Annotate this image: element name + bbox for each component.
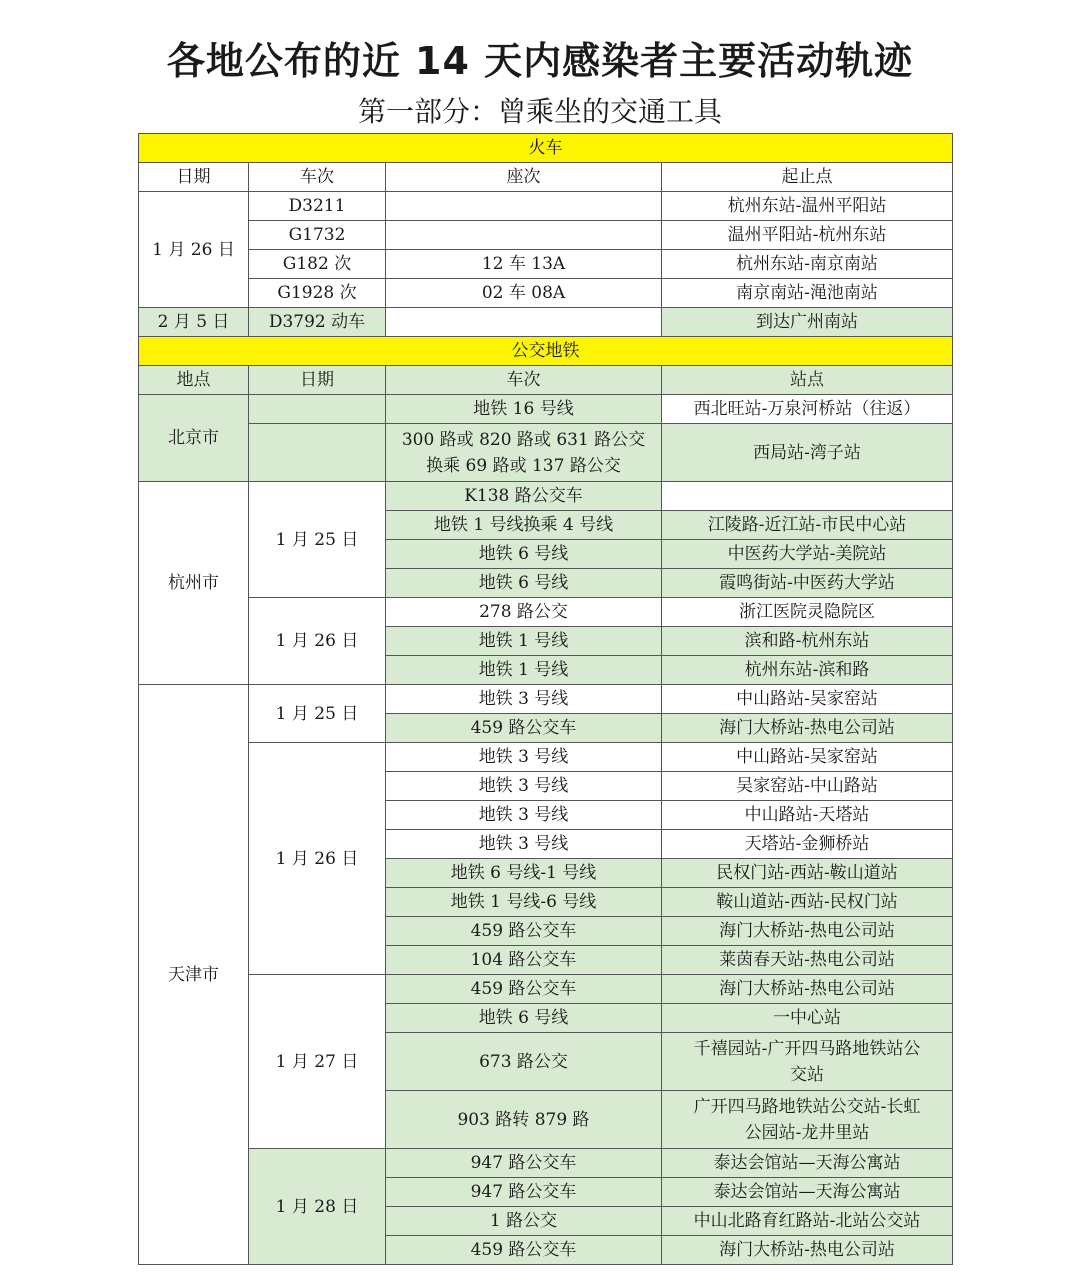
date-cell: 1 月 25 日	[249, 685, 386, 743]
table-row	[139, 975, 953, 1004]
line-cell: 459 路公交车	[386, 1236, 662, 1265]
bus-section-row	[139, 337, 953, 366]
column-header: 日期	[249, 366, 386, 395]
line-cell: 地铁 3 号线	[386, 772, 662, 801]
line-cell: 104 路公交车	[386, 946, 662, 975]
seat-cell	[386, 192, 662, 221]
seat-cell	[386, 308, 662, 337]
stop-cell: 霞鸣街站-中医药大学站	[662, 569, 953, 598]
line-cell: 地铁 3 号线	[386, 743, 662, 772]
itinerary-table	[138, 133, 953, 1265]
line-cell: 1 路公交	[386, 1207, 662, 1236]
train-number-cell: G182 次	[249, 250, 386, 279]
stop-cell: 吴家窑站-中山路站	[662, 772, 953, 801]
stop-cell: 一中心站	[662, 1004, 953, 1033]
stop-cell: 鞍山道站-西站-民权门站	[662, 888, 953, 917]
train-header-row	[139, 163, 953, 192]
table-row	[139, 1149, 953, 1178]
column-header: 座次	[386, 163, 662, 192]
stop-cell: 天塔站-金狮桥站	[662, 830, 953, 859]
date-cell: 1 月 27 日	[249, 975, 386, 1149]
table-row	[139, 685, 953, 714]
line-cell: 地铁 1 号线	[386, 627, 662, 656]
line-cell: 地铁 3 号线	[386, 685, 662, 714]
stop-cell: 西北旺站-万泉河桥站（往返）	[662, 395, 953, 424]
table-row	[139, 598, 953, 627]
line-cell: 459 路公交车	[386, 975, 662, 1004]
column-header: 日期	[139, 163, 249, 192]
stop-cell: 泰达会馆站—天海公寓站	[662, 1178, 953, 1207]
table-row	[139, 743, 953, 772]
stop-text: 公园站-龙井里站	[744, 1122, 870, 1143]
stop-cell: 滨和路-杭州东站	[662, 627, 953, 656]
table-row	[139, 279, 953, 308]
seat-cell: 02 车 08A	[386, 279, 662, 308]
line-cell: 地铁 6 号线-1 号线	[386, 859, 662, 888]
train-number-cell: G1732	[249, 221, 386, 250]
stop-cell	[662, 482, 953, 511]
line-cell: 947 路公交车	[386, 1149, 662, 1178]
route-cell: 杭州东站-温州平阳站	[662, 192, 953, 221]
train-section-row	[139, 134, 953, 163]
stop-cell: 中山路站-天塔站	[662, 801, 953, 830]
bus-section-header: 公交地铁	[139, 337, 953, 366]
column-header: 地点	[139, 366, 249, 395]
stop-cell: 海门大桥站-热电公司站	[662, 714, 953, 743]
route-cell: 温州平阳站-杭州东站	[662, 221, 953, 250]
line-cell: 地铁 16 号线	[386, 395, 662, 424]
date-cell: 1 月 25 日	[249, 482, 386, 598]
date-cell	[249, 395, 386, 424]
line-cell: 地铁 1 号线-6 号线	[386, 888, 662, 917]
stop-cell	[662, 1033, 953, 1091]
stop-text: 千禧园站-广开四马路地铁站公	[693, 1038, 921, 1059]
line-cell: 947 路公交车	[386, 1178, 662, 1207]
bus-header-row	[139, 366, 953, 395]
stop-cell: 海门大桥站-热电公司站	[662, 917, 953, 946]
train-section-header: 火车	[139, 134, 953, 163]
date-cell: 1 月 26 日	[249, 598, 386, 685]
table-row	[139, 424, 953, 482]
date-cell: 2 月 5 日	[139, 308, 249, 337]
line-cell: K138 路公交车	[386, 482, 662, 511]
route-cell: 南京南站-渑池南站	[662, 279, 953, 308]
line-cell: 673 路公交	[386, 1033, 662, 1091]
column-header: 起止点	[662, 163, 953, 192]
stop-cell: 西局站-湾子站	[662, 424, 953, 482]
line-cell: 459 路公交车	[386, 917, 662, 946]
stop-cell: 莱茵春天站-热电公司站	[662, 946, 953, 975]
table-row	[139, 482, 953, 511]
city-cell-hangzhou: 杭州市	[139, 482, 249, 685]
stop-cell	[662, 1091, 953, 1149]
stop-cell: 海门大桥站-热电公司站	[662, 1236, 953, 1265]
line-cell: 地铁 6 号线	[386, 1004, 662, 1033]
stop-cell: 泰达会馆站—天海公寓站	[662, 1149, 953, 1178]
line-text: 换乘 69 路或 137 路公交	[426, 455, 621, 476]
table-row	[139, 395, 953, 424]
line-cell: 459 路公交车	[386, 714, 662, 743]
city-cell-beijing: 北京市	[139, 395, 249, 482]
city-cell-tianjin: 天津市	[139, 685, 249, 1265]
seat-cell: 12 车 13A	[386, 250, 662, 279]
date-cell: 1 月 26 日	[139, 192, 249, 308]
line-cell: 地铁 1 号线换乘 4 号线	[386, 511, 662, 540]
page-subtitle: 第一部分：曾乘坐的交通工具	[357, 95, 722, 128]
column-header: 车次	[249, 163, 386, 192]
stop-cell: 中医药大学站-美院站	[662, 540, 953, 569]
line-cell: 903 路转 879 路	[386, 1091, 662, 1149]
route-cell: 杭州东站-南京南站	[662, 250, 953, 279]
line-cell: 地铁 1 号线	[386, 656, 662, 685]
date-cell: 1 月 28 日	[249, 1149, 386, 1265]
table-row	[139, 221, 953, 250]
train-number-cell: D3792 动车	[249, 308, 386, 337]
table-row	[139, 250, 953, 279]
line-text: 300 路或 820 路或 631 路公交	[401, 429, 646, 450]
line-cell: 地铁 6 号线	[386, 540, 662, 569]
train-number-cell: D3211	[249, 192, 386, 221]
date-cell: 1 月 26 日	[249, 743, 386, 975]
stop-cell: 中山路站-吴家窑站	[662, 685, 953, 714]
page-title: 各地公布的近 14 天内感染者主要活动轨迹	[166, 39, 914, 83]
seat-cell	[386, 221, 662, 250]
date-cell	[249, 424, 386, 482]
stop-text: 交站	[790, 1064, 824, 1085]
line-cell: 地铁 3 号线	[386, 830, 662, 859]
line-cell: 278 路公交	[386, 598, 662, 627]
column-header: 站点	[662, 366, 953, 395]
table-row	[139, 192, 953, 221]
stop-cell: 浙江医院灵隐院区	[662, 598, 953, 627]
line-cell: 地铁 6 号线	[386, 569, 662, 598]
stop-cell: 中山北路育红路站-北站公交站	[662, 1207, 953, 1236]
stop-cell: 杭州东站-滨和路	[662, 656, 953, 685]
line-cell: 地铁 3 号线	[386, 801, 662, 830]
stop-cell: 中山路站-吴家窑站	[662, 743, 953, 772]
column-header: 车次	[386, 366, 662, 395]
stop-text: 广开四马路地铁站公交站-长虹	[693, 1096, 921, 1117]
stop-cell: 海门大桥站-热电公司站	[662, 975, 953, 1004]
stop-cell: 民权门站-西站-鞍山道站	[662, 859, 953, 888]
route-cell: 到达广州南站	[662, 308, 953, 337]
stop-cell: 江陵路-近江站-市民中心站	[662, 511, 953, 540]
table-row	[139, 308, 953, 337]
line-cell	[386, 424, 662, 482]
train-number-cell: G1928 次	[249, 279, 386, 308]
